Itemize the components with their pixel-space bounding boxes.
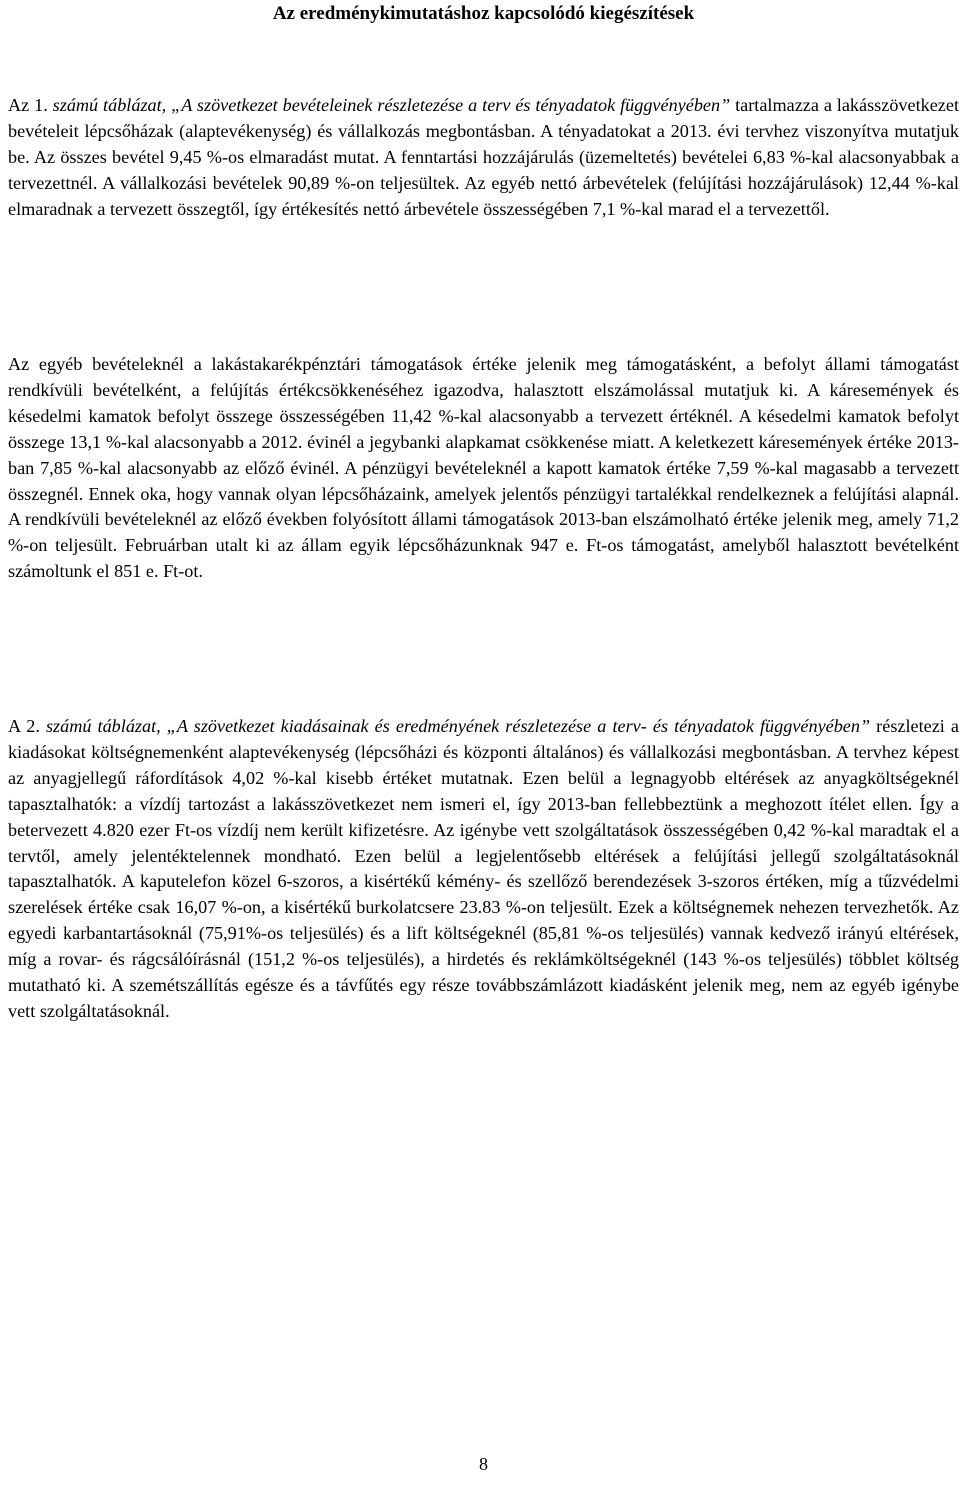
table-reference-2: számú táblázat, „A szövetkezet kiadásainak és eredményének részletezése a terv- és tényadatok függvényében” [45,716,871,736]
table-reference-1: számú táblázat, „A szövetkezet bevételeinek részletezése a terv és tényadatok függvényében” [52,95,731,115]
paragraph-body: részletezi a kiadásokat költségnemenként alaptevékenység (lépcsőházi és központi általános) és vállalkozási megbontásban. A tervhez képest az anyagjellegű ráfordítások 4,02 %-kal kisebb értéket mutatnak. Ezen belül a legnagyobb eltérések az anyagköltségeknél tapasztalhatók: a vízdíj tartozást a lakásszövetkezet nem ismeri el, így 2013-ban fellebbeztünk a meghozott ítélet ellen. Így a betervezett 4.820 ezer Ft-os vízdíj nem került kifizetésre. Az igénybe vett szolgáltatások összességében 0,42 %-kal maradtak el a tervtől, amely jelentéktelennek mondható. Ezen belül a legjelentősebb eltérések a felújítási jellegű szolgáltatásoknál tapasztalhatók. A kaputelefon közel 6-szoros, a kisértékű kémény- és szellőző berendezések 3-szoros értéken, míg a tűzvédelmi szerelések értéke csak 16,07 %-on, a kisértékű burkolatcsere 23.83 %-on teljesült. Ezek a költségnemek nehezen tervezhetők. Az egyedi karbantartásoknál (75,91%-os teljesülés) és a lift költségeknél (85,81 %-os teljesülés) vannak kedvező irányú eltérések, míg a rovar- és rágcsálóírásnál (151,2 %-os teljesülés), a hirdetés és reklámköltségeknél (143 %-os teljesülés) többlet költség mutatható ki. A szemétszállítás egészе és a távfűtés egy része továbbszámlázott kiadásként jelenik meg, nem az egyéb igénybe vett szolgáltatásoknál. [8,716,960,1021]
paragraph-body: Az egyéb bevételeknél a lakástakarékpénztári támogatások értéke jelenik meg támogatásként, a befolyt állami támogatást rendkívüli bevételként, a felújítás értékcsökkenéséhez igazodva, halasztott elszámolással mutatjuk ki. A káresemények és késedelmi kamatok befolyt összege összességében 11,42 %-kal alacsonyabb a tervezett értéknél. A késedelmi kamatok befolyt összege 13,1 %-kal alacsonyabb a 2012. évinél a jegybanki alapkamat csökkenése miatt. A keletkezett káresemények értéke 2013-ban 7,85 %-kal alacsonyabb az előző évinél. A pénzügyi bevételeknél a kapott kamatok értéke 7,59 %-kal magasabb a tervezett összegnél. Ennek oka, hogy vannak olyan lépcsőházaink, amelyek jelentős pénzügyi tartalékkal rendelkeznek a felújítási alapnál. A rendkívüli bevételeknél az előző években folyósított állami támogatások 2013-ban elszámolható értéke jelenik meg, amely 71,2 %-on teljesült. Februárban utalt ki az állam egyik lépcsőházunknak 947 e. Ft-os támogatást, amelyből halasztott bevételként számoltunk el 851 e. Ft-ot. [8,354,959,582]
page-title: Az eredménykimutatáshoz kapcsolódó kiegészítések [272,3,695,24]
paragraph-body: tartalmazza a lakásszövetkezet bevételeit lépcsőházak (alaptevékenység) és vállalkozás megbontásban. A tényadatokat a 2013. évi tervhez viszonyítva mutatjuk be. Az összes bevétel 9,45 %-os elmaradást mutat. A fenntartási hozzájárulás (üzemeltetés) bevételei 6,83 %-kal alacsonyabbak a tervezettnél. A vállalkozási bevételek 90,89 %-on teljesültek. Az egyéb nettó árbevételek (felújítási hozzájárulások) 12,44 %-kal elmaradnak a tervezett összegtől, így értékesítés nettó árbevétele összességében 7,1 %-kal marad el a tervezettől. [8,95,959,219]
paragraph-prefix: Az 1. [8,95,53,115]
paragraph-other-income [8,352,959,585]
paragraph-income-summary [8,93,959,223]
page-number: 8 [479,1454,488,1474]
paragraph-prefix: A 2. [8,716,46,736]
paragraph-expenses [8,714,959,1025]
